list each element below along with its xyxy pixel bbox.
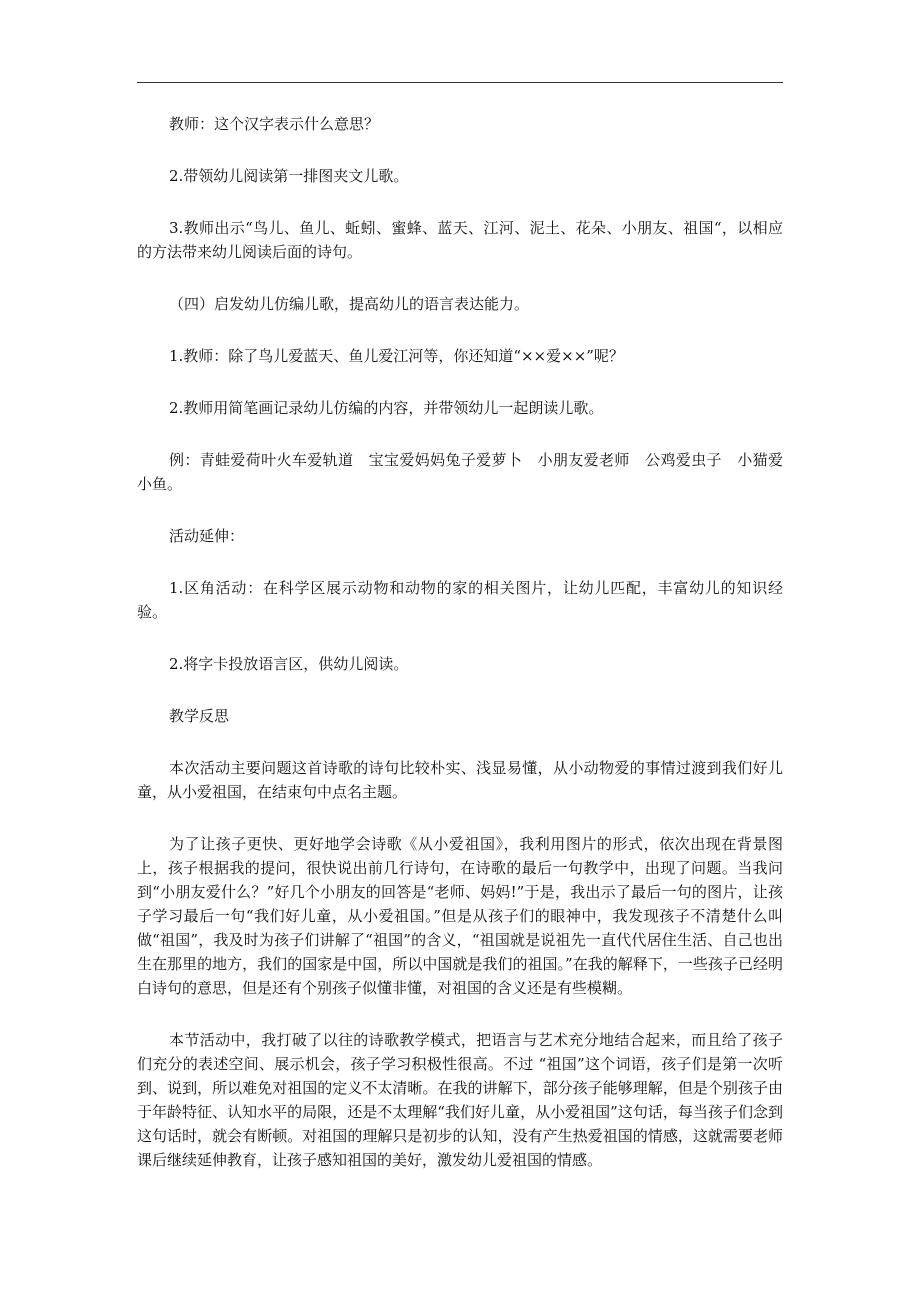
paragraph-example: 例：青蛙爱荷叶火车爱轨道 宝宝爱妈妈兔子爱萝卜 小朋友爱老师 公鸡爱虫子 小猫爱小鱼。: [137, 451, 783, 493]
paragraph-reflection-3: 本节活动中，我打破了以往的诗歌教学模式，把语言与艺术充分地结合起来，而且给了孩子们充分的表述空间、展示机会，孩子学习积极性很高。不过 “祖国”这个词语，孩子们是第一次听到、说到，所以难免对祖国的定义不太清晰。在我的讲解下，部分孩子能够理解，但是个别孩子由于年龄特征、认知水平的局限，还是不太理解“我们好儿童，从小爱祖国”这句话，每当孩子们念到这句话时，就会有断顿。对祖国的理解只是初步的认知，没有产生热爱祖国的情感，这就需要老师课后继续延伸教育，让孩子感知祖国的美好，激发幼儿爱祖国的情感。: [137, 1031, 783, 1169]
paragraph-step-2-record: 2.教师用简笔画记录幼儿仿编的内容，并带领幼儿一起朗读儿歌。: [169, 399, 604, 417]
paragraph-extension-1: 1.区角活动：在科学区展示动物和动物的家的相关图片，让幼儿匹配，丰富幼儿的知识经验。: [137, 579, 783, 621]
section-heading-reflection: 教学反思: [169, 707, 230, 725]
paragraph-reflection-2: 为了让孩子更快、更好地学会诗歌《从小爱祖国》，我利用图片的形式，依次出现在背景图上，孩子根据我的提问，很快说出前几行诗句，在诗歌的最后一句教学中，出现了问题。当我问到“小朋友爱什么？”好几个小朋友的回答是“老师、妈妈!”于是，我出示了最后一句的图片，让孩子学习最后一句“我们好儿童，从小爱祖国。”但是从孩子们的眼神中，我发现孩子不清楚什么叫做“祖国”，我及时为孩子们讲解了“祖国”的含义，“祖国就是说祖先一直代代居住生活、自己也出生在那里的地方，我们的国家是中国，所以中国就是我们的祖国。”在我的解释下，一些孩子已经明白诗句的意思，但是还有个别孩子似懂非懂，对祖国的含义还是有些模糊。: [137, 835, 783, 997]
section-heading-extension: 活动延伸：: [169, 527, 245, 545]
document-body: [137, 112, 783, 1200]
paragraph-extension-2: 2.将字卡投放语言区，供幼儿阅读。: [169, 655, 409, 673]
paragraph-reflection-1: 本次活动主要问题这首诗歌的诗句比较朴实、浅显易懂，从小动物爱的事情过渡到我们好儿童，从小爱祖国，在结束句中点名主题。: [137, 759, 783, 801]
paragraph-teacher-question: 教师：这个汉字表示什么意思？: [169, 115, 380, 133]
paragraph-step-1-ask: 1.教师：除了鸟儿爱蓝天、鱼儿爱江河等，你还知道“××爱××”呢？: [169, 347, 624, 365]
paragraph-step-2-read: 2.带领幼儿阅读第一排图夹文儿歌。: [169, 167, 409, 185]
header-rule: [137, 82, 783, 83]
paragraph-step-3-show: 3.教师出示“鸟儿、鱼儿、蚯蚓、蜜蜂、蓝天、江河、泥土、花朵、小朋友、祖国“，以相应的方法带来幼儿阅读后面的诗句。: [137, 219, 783, 261]
section-heading-4: （四）启发幼儿仿编儿歌，提高幼儿的语言表达能力。: [169, 295, 530, 313]
